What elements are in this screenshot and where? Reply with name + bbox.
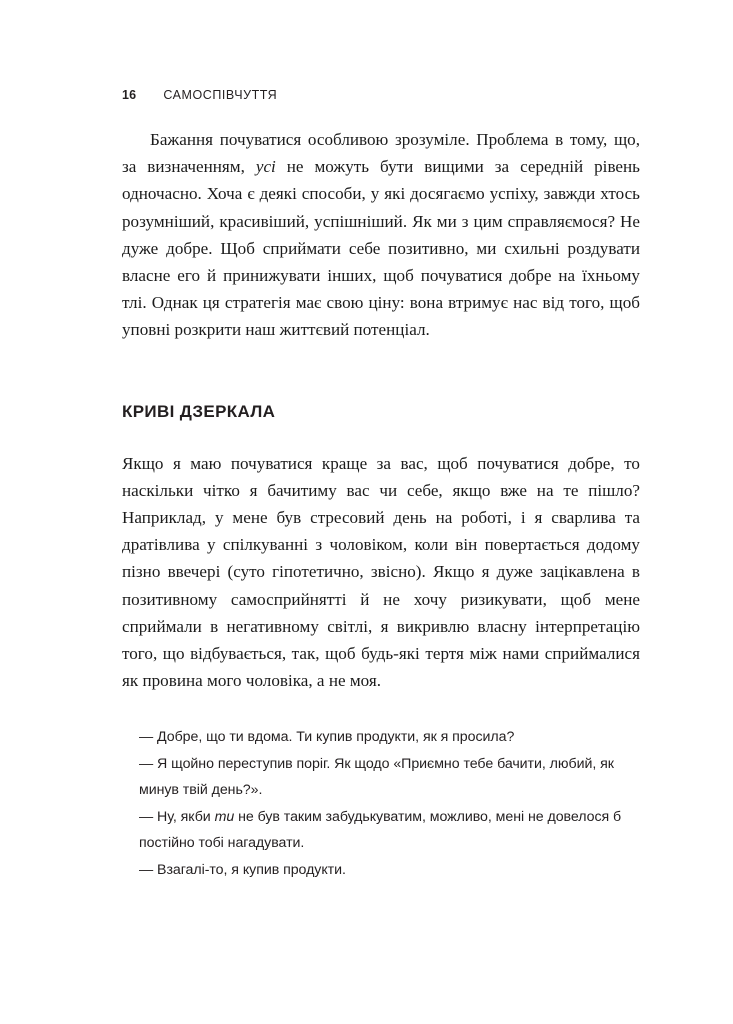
paragraph-opening bbox=[122, 126, 640, 344]
paragraph-section-body: Якщо я маю почуватися краще за вас, щоб почуватися добре, то наскільки чітко я бачитиму вас чи себе, якщо вже на те пішло? Наприклад, у мене був стресовий день на роботі, і я сварлива та дратівлива у спілкуванні з чоловіком, коли він повертається додому пізно ввечері (суто гіпотетично, звісно). Якщо я дуже зацікавлена в позитивному самосприйнятті й не хочу ризикувати, щоб мене сприймали в негативному світлі, я викривлю власну інтерпретацію того, що відбувається, так, щоб будь-які тертя між нами сприймалися як провина мого чоловіка, а не моя. bbox=[122, 453, 640, 691]
section-heading: КРИВІ ДЗЕРКАЛА bbox=[122, 401, 276, 421]
spacer-before-dialogue bbox=[122, 694, 640, 724]
dialogue-block bbox=[122, 724, 640, 883]
dialogue-line: — Я щойно переступив поріг. Як щодо «Приємно тебе бачити, любий, як минув твій день?». bbox=[139, 755, 614, 799]
dialogue-line: — Добре, що ти вдома. Ти купив продукти, як я просила? bbox=[139, 729, 515, 746]
dialogue-line bbox=[139, 804, 640, 857]
dialogue-line-part-2: не був таким забудькуватим, можливо, мені не довелося б постійно тобі нагадувати. bbox=[139, 808, 622, 852]
running-head-title: САМОСПІВЧУТТЯ bbox=[163, 88, 278, 102]
running-head bbox=[122, 88, 277, 102]
paragraph-opening-part-1: Бажання почуватися особливою зрозуміле. Проблема в тому, що, за визначенням, bbox=[122, 130, 640, 177]
text-column bbox=[122, 126, 640, 883]
spacer-after-heading bbox=[122, 422, 640, 450]
paragraph-opening-part-2: не можуть бути вищими за середній рівень одночасно. Хоча є деякі способи, у які досягаємо успіху, завжди хтось розумніший, красивіший, успішніший. Як ми з цим справляємося? Не дуже добре. Щоб сприймати себе позитивно, ми схильні роздувати власне его й принижувати інших, щоб почуватися добре на їхньому тлі. Однак ця стратегія має свою ціну: вона втримує нас від того, щоб уповні розкрити наш життєвий потенціал. bbox=[122, 157, 640, 340]
page-number: 16 bbox=[122, 88, 137, 102]
emphasis-ty: ти bbox=[214, 808, 235, 825]
dialogue-line: — Взагалі-то, я купив продукти. bbox=[139, 861, 346, 878]
dialogue-line-part-1: — Ну, якби bbox=[139, 808, 215, 825]
spacer-before-heading bbox=[122, 344, 640, 402]
emphasis-usi: усі bbox=[255, 157, 276, 177]
